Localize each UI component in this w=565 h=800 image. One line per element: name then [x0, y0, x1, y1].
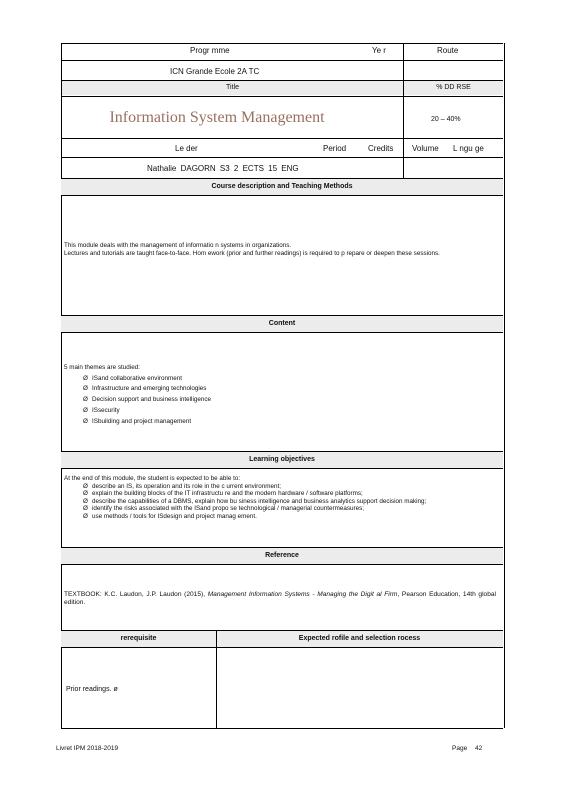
- programme-value: ICN Grande Ecole 2A TC: [170, 67, 260, 76]
- reference-text: [64, 591, 496, 607]
- description-line: This module deals with the management of informatio n systems in organizations.: [64, 242, 292, 249]
- list-item: [64, 417, 496, 428]
- section-heading-reference: Reference: [61, 547, 503, 565]
- divider: [61, 138, 503, 139]
- reference-book-title: Management Information Systems - Managing the Digit al Firm: [207, 591, 398, 598]
- list-item: [64, 498, 496, 506]
- list-item-text: describe an IS, its operation and its role in the c urrent environment;: [92, 482, 282, 490]
- list-item: [64, 513, 496, 521]
- content-intro: 5 main themes are studied:: [64, 364, 140, 371]
- objectives-section: [64, 475, 496, 521]
- title-label: Title: [62, 81, 403, 95]
- percent-label: % DD RSE: [404, 81, 503, 95]
- list-item: [64, 384, 496, 395]
- route-label: Route: [437, 46, 459, 55]
- list-item-text: use methods / tools for ISdesign and project manag ement.: [92, 512, 257, 520]
- list-item-text: Decision support and business intelligence: [92, 396, 212, 404]
- year-label: Ye r: [372, 46, 386, 55]
- list-item: [64, 483, 496, 491]
- period-label: Period: [323, 144, 347, 153]
- divider: [403, 43, 404, 180]
- content-list: [64, 374, 496, 428]
- footer-left: Livret IPM 2018-2019: [56, 745, 119, 752]
- percent-value: 20 – 40%: [431, 116, 461, 123]
- description-line: Lectures and tutorials are taught face-to-face. Hom ework (prior and further readings) is required to p repare or deepen these sessions.: [64, 249, 440, 257]
- list-item-text: ISsecurity: [92, 406, 120, 414]
- course-description: [64, 242, 496, 257]
- divider: [61, 157, 503, 158]
- list-item-text: explain the building blocks of the IT infrastructu re and the modern hardware / software platforms;: [92, 490, 363, 498]
- list-item-text: Infrastructure and emerging technologies: [92, 385, 207, 393]
- volume-label: Volume: [412, 144, 439, 153]
- divider: [61, 60, 503, 61]
- list-item: [64, 395, 496, 406]
- divider: [61, 43, 503, 44]
- divider: [61, 728, 503, 729]
- list-item: [64, 374, 496, 385]
- footer-page-label: Page: [452, 745, 468, 752]
- bottom-heading-row: [61, 630, 503, 648]
- list-item-text: describe the capabilities of a DBMS, explain how bu siness intelligence and business analytics support decision making;: [92, 497, 427, 505]
- section-heading-description: Course description and Teaching Methods: [61, 178, 503, 196]
- course-title: Information System Management: [109, 109, 325, 126]
- programme-label: Progr mme: [190, 46, 230, 55]
- leader-row-value: Nathalie DAGORN S3 2 ECTS 15 ENG: [147, 164, 299, 173]
- reference-prefix: TEXTBOOK: K.C. Laudon, J.P. Laudon (2015),: [64, 591, 206, 598]
- section-heading-objectives: Learning objectives: [61, 451, 503, 469]
- language-label: L ngu ge: [453, 144, 484, 153]
- credits-label: Credits: [368, 144, 394, 153]
- list-item-text: identify the risks associated with the ISand propo se technological / managerial countermeasures;: [92, 505, 364, 513]
- objectives-list: [64, 483, 496, 521]
- reference-suffix: , Pearson Education, 14th global edition.: [64, 591, 497, 606]
- list-item: [64, 490, 496, 498]
- list-item-text: ISbuilding and project management: [92, 417, 192, 425]
- section-heading-content: Content: [61, 315, 503, 333]
- list-item: [64, 406, 496, 417]
- content-section: [64, 363, 496, 427]
- prerequisite-value: Prior readings. ø: [66, 686, 118, 693]
- list-item: [64, 505, 496, 513]
- leader-label: Le der: [175, 144, 198, 153]
- profile-heading: Expected rofile and selection rocess: [298, 635, 421, 642]
- divider: [216, 630, 217, 728]
- footer-page-number: 42: [475, 745, 483, 752]
- objectives-intro: At the end of this module, the student is expected to be able to:: [64, 475, 241, 482]
- prerequisite-heading: rerequisite: [120, 635, 157, 642]
- list-item-text: ISand collaborative environment: [92, 374, 182, 382]
- divider: [61, 96, 503, 97]
